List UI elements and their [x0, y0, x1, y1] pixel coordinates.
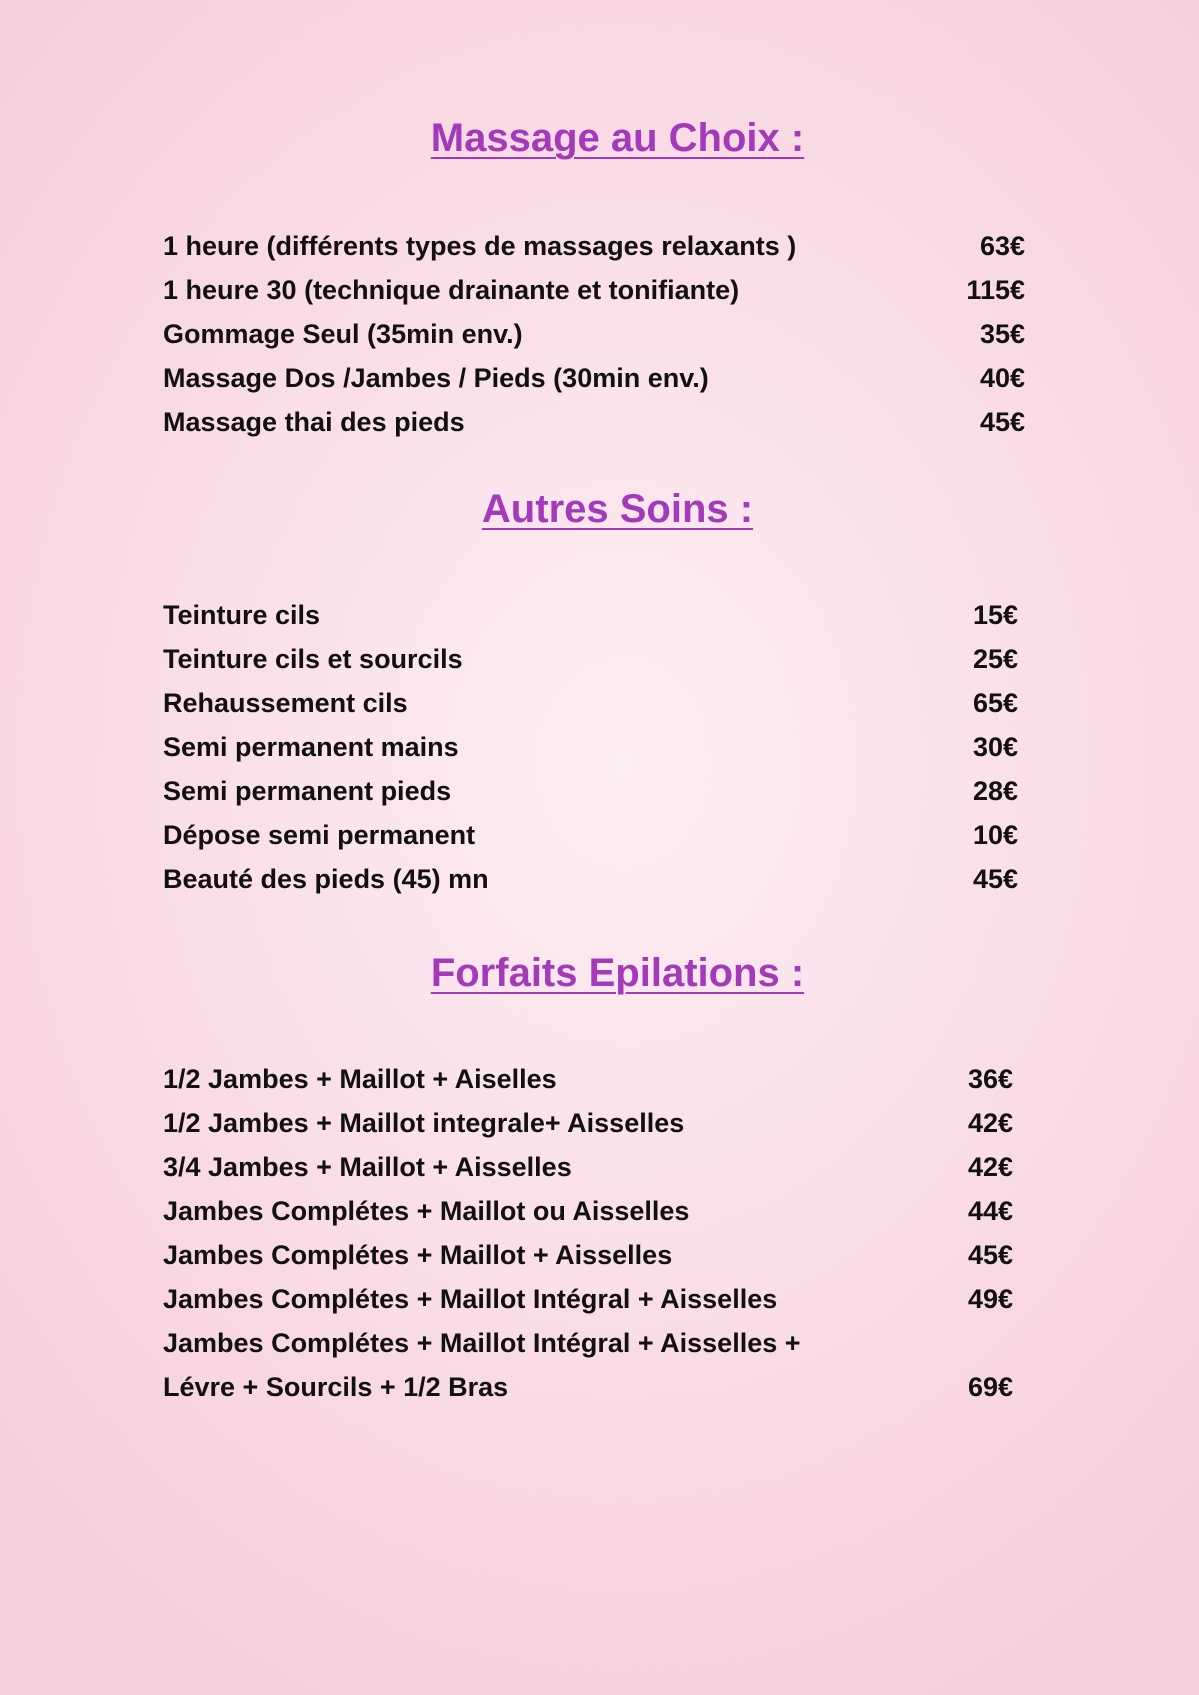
service-price: 65€: [972, 688, 1018, 718]
service-name-line: Lévre + Sourcils + 1/2 Bras: [163, 1372, 509, 1402]
service-price: 40€: [979, 363, 1025, 393]
price-row: [163, 725, 1018, 769]
service-name: Rehaussement cils: [163, 688, 408, 718]
service-price: 10€: [972, 820, 1018, 850]
service-price: 42€: [967, 1152, 1013, 1182]
price-row: [163, 1057, 1013, 1101]
price-row: [163, 224, 1025, 268]
service-name: 1 heure 30 (technique drainante et tonifiante): [163, 275, 740, 305]
section-title-forfaits-epilations: Forfaits Epilations :: [430, 951, 805, 995]
service-price: 49€: [967, 1284, 1013, 1314]
service-price: 45€: [979, 407, 1025, 437]
service-price: 45€: [972, 864, 1018, 894]
price-row: [163, 1145, 1013, 1189]
price-row: [163, 1321, 1013, 1409]
price-row: [163, 637, 1018, 681]
service-price: 36€: [967, 1064, 1013, 1094]
service-price: 63€: [979, 231, 1025, 261]
service-name-line: Jambes Complétes + Maillot Intégral + Aisselles +: [163, 1328, 801, 1358]
service-name: 1 heure (différents types de massages relaxants ): [163, 231, 797, 261]
price-row: [163, 1101, 1013, 1145]
price-row: [163, 1233, 1013, 1277]
price-row: [163, 356, 1025, 400]
service-name: Massage Dos /Jambes / Pieds (30min env.): [163, 363, 709, 393]
service-price: 42€: [967, 1108, 1013, 1138]
section-title-autres-soins: Autres Soins :: [481, 487, 754, 531]
service-price: 28€: [972, 776, 1018, 806]
price-row: [163, 1277, 1013, 1321]
massage-price-list: [163, 224, 1025, 444]
autres-soins-price-list: [163, 593, 1018, 901]
service-price: 25€: [972, 644, 1018, 674]
section-title-massage: Massage au Choix :: [430, 116, 805, 160]
service-name: Gommage Seul (35min env.): [163, 319, 523, 349]
service-price: 44€: [967, 1196, 1013, 1226]
service-name: [163, 1321, 913, 1409]
service-name: Semi permanent mains: [163, 732, 459, 762]
service-price: 115€: [966, 275, 1025, 305]
service-name: 3/4 Jambes + Maillot + Aisselles: [163, 1152, 572, 1182]
service-price: 45€: [967, 1240, 1013, 1270]
price-row: [163, 857, 1018, 901]
service-name: Massage thai des pieds: [163, 407, 465, 437]
service-price: 35€: [979, 319, 1025, 349]
service-price: 15€: [972, 600, 1018, 630]
service-name: Semi permanent pieds: [163, 776, 452, 806]
price-row: [163, 268, 1025, 312]
epilations-price-list: [163, 1057, 1013, 1409]
service-name: Jambes Complétes + Maillot + Aisselles: [163, 1240, 673, 1270]
service-name: 1/2 Jambes + Maillot + Aiselles: [163, 1064, 557, 1094]
service-price: 69€: [967, 1372, 1013, 1402]
service-name: Dépose semi permanent: [163, 820, 476, 850]
price-row: [163, 681, 1018, 725]
service-price: 30€: [972, 732, 1018, 762]
service-name: Jambes Complétes + Maillot ou Aisselles: [163, 1196, 690, 1226]
service-name: Beauté des pieds (45) mn: [163, 864, 489, 894]
price-row: [163, 400, 1025, 444]
price-row: [163, 769, 1018, 813]
service-name: 1/2 Jambes + Maillot integrale+ Aisselles: [163, 1108, 685, 1138]
service-name: Teinture cils: [163, 600, 321, 630]
price-row: [163, 1189, 1013, 1233]
service-name: Jambes Complétes + Maillot Intégral + Aisselles: [163, 1284, 778, 1314]
price-row: [163, 813, 1018, 857]
service-name: Teinture cils et sourcils: [163, 644, 463, 674]
price-row: [163, 312, 1025, 356]
price-row: [163, 593, 1018, 637]
